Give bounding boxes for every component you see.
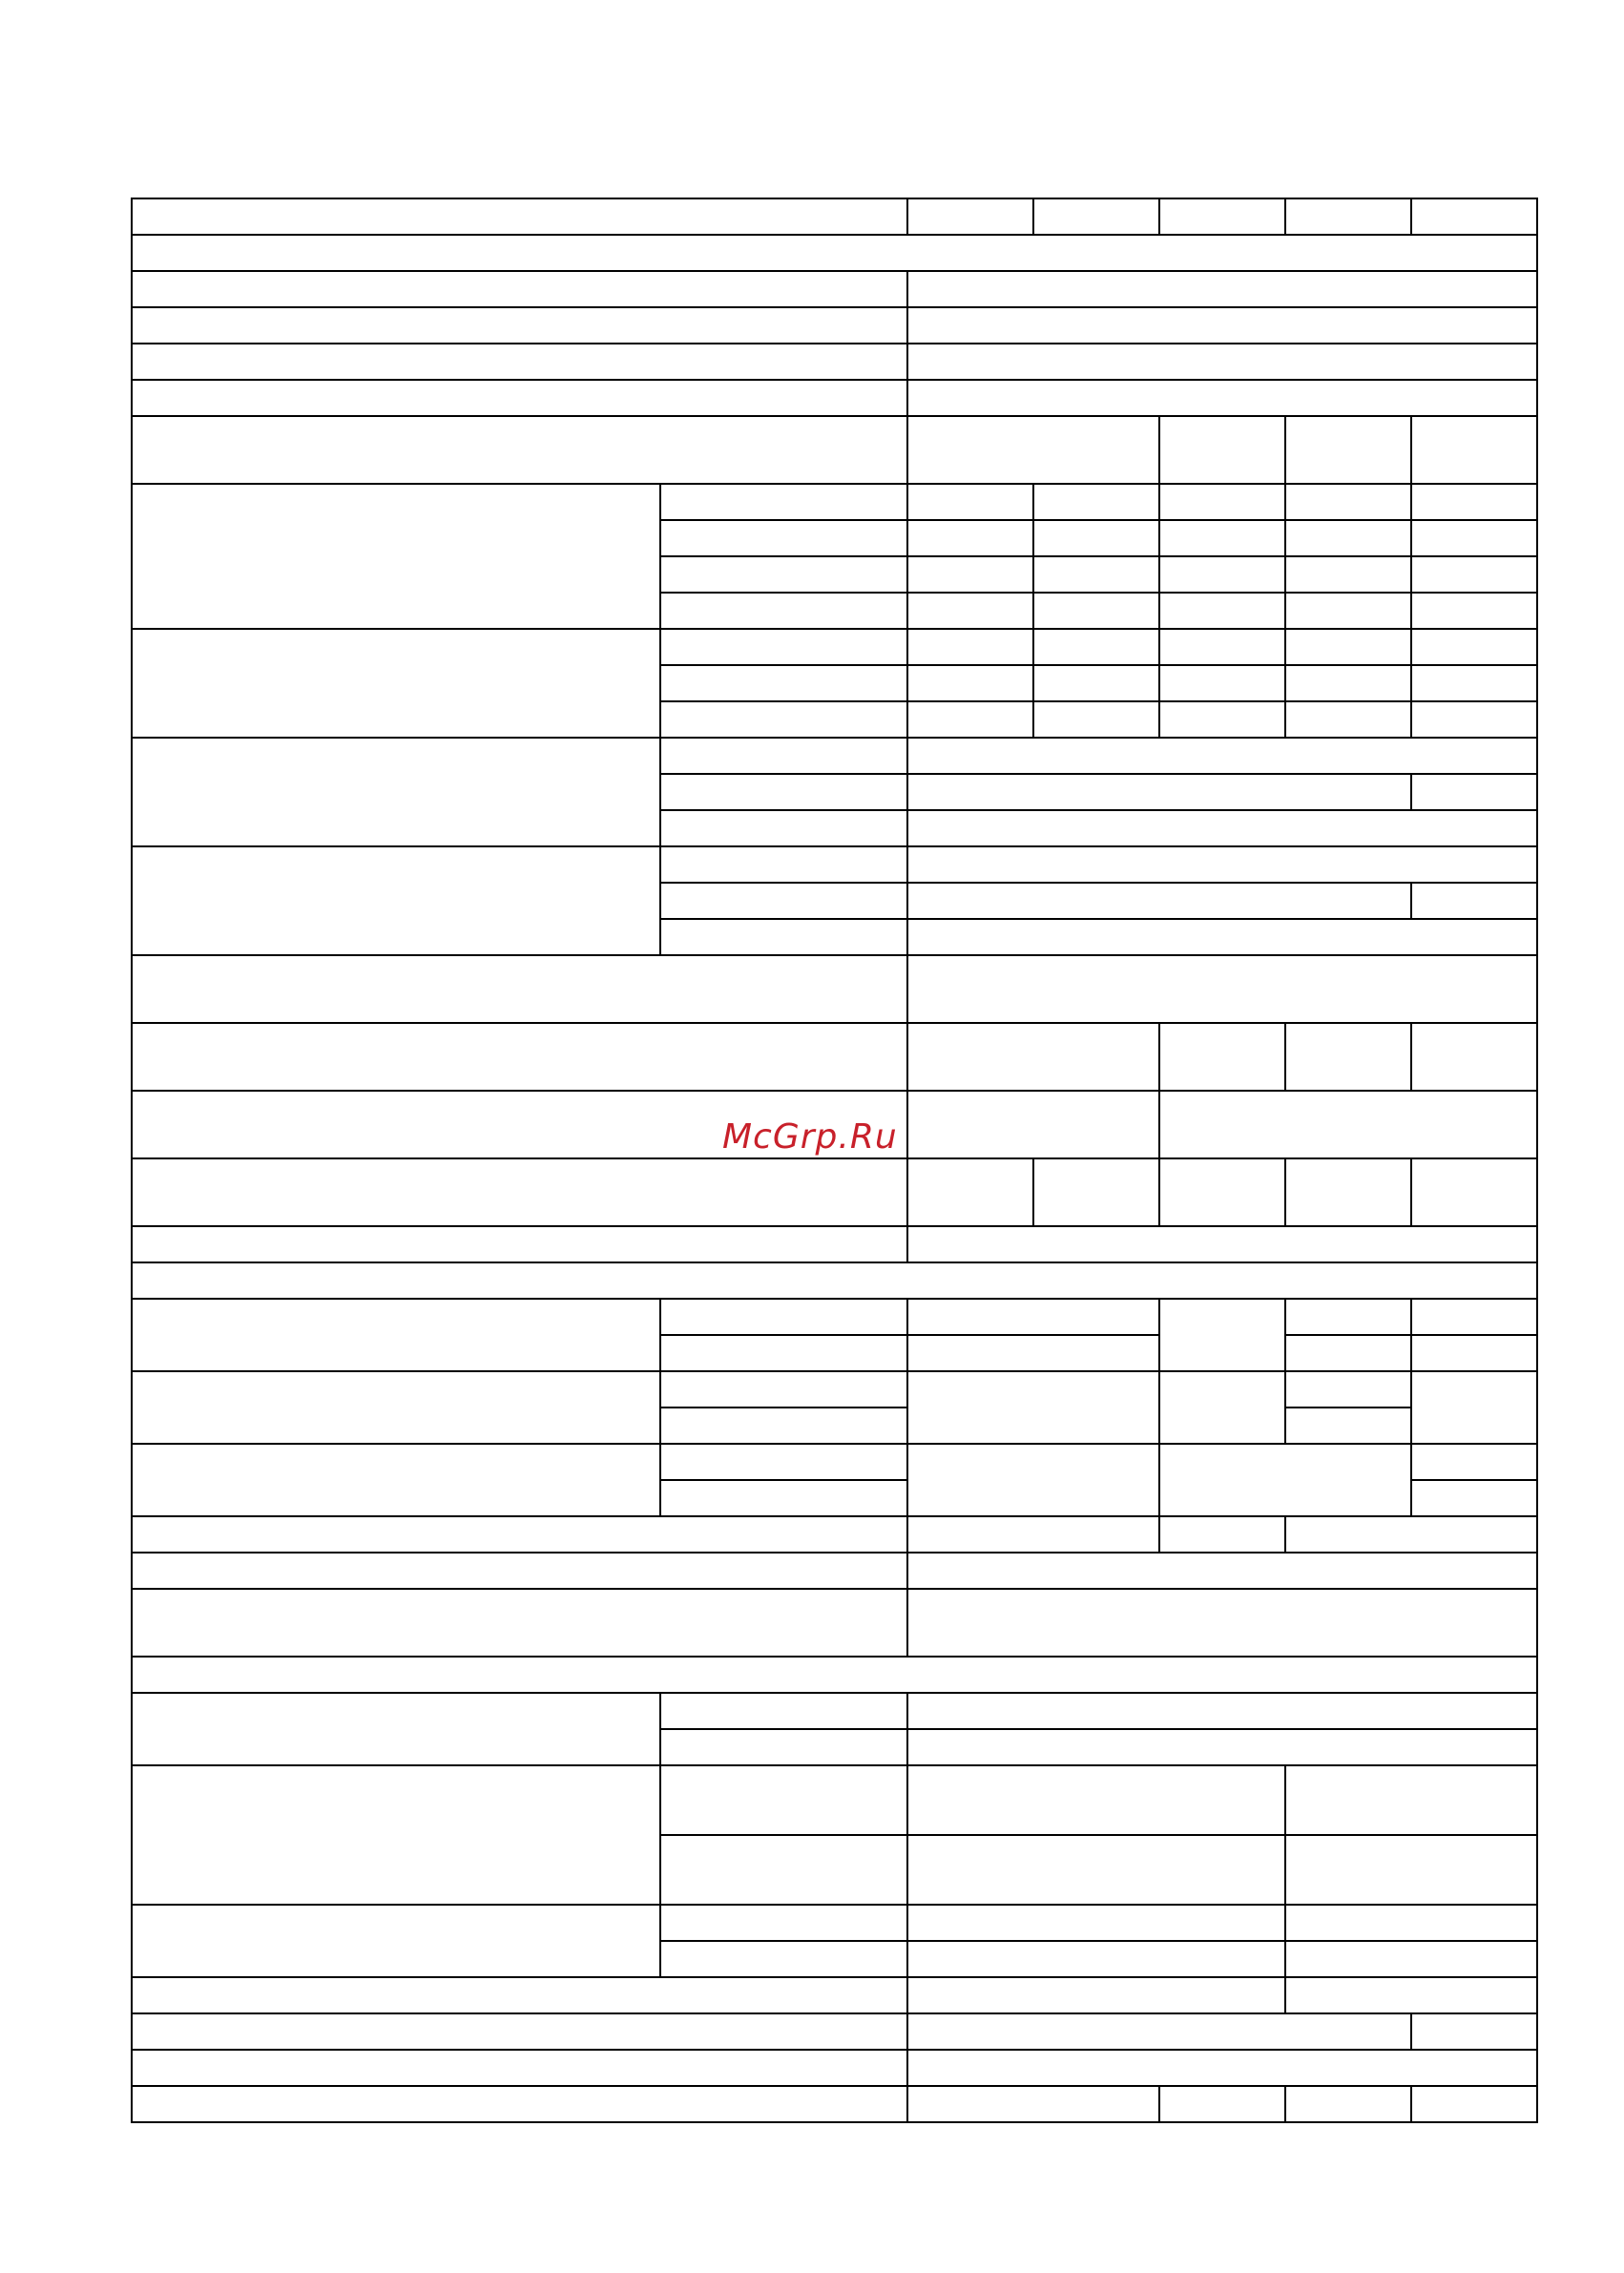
table-row xyxy=(132,380,1537,416)
table-cell xyxy=(1285,416,1411,484)
table-cell xyxy=(132,1905,660,1977)
table-cell xyxy=(907,2050,1537,2086)
table-row xyxy=(132,738,1537,774)
table-cell xyxy=(132,1765,660,1905)
table-cell xyxy=(660,846,907,883)
table-cell xyxy=(132,629,660,738)
table-cell xyxy=(1285,556,1411,593)
table-cell xyxy=(907,1835,1285,1905)
table-row xyxy=(132,1589,1537,1657)
table-row xyxy=(132,846,1537,883)
table-cell xyxy=(132,1693,660,1765)
table-cell xyxy=(1411,1335,1537,1371)
table-cell xyxy=(907,593,1033,629)
table-cell xyxy=(1159,1158,1285,1226)
table-cell xyxy=(907,738,1537,774)
table-cell xyxy=(132,1262,1537,1299)
table-row xyxy=(132,1977,1537,2013)
table-cell xyxy=(907,701,1033,738)
table-cell xyxy=(1159,1371,1285,1444)
table-cell xyxy=(132,1977,907,2013)
table-row xyxy=(132,1693,1537,1729)
table-cell xyxy=(907,1444,1159,1516)
table-cell xyxy=(660,1444,907,1480)
table-cell xyxy=(907,556,1033,593)
table-cell xyxy=(132,307,907,344)
table-cell xyxy=(1285,593,1411,629)
table-cell xyxy=(1033,520,1159,556)
table-cell xyxy=(1285,1335,1411,1371)
table-cell xyxy=(660,1941,907,1977)
table-cell xyxy=(1285,1299,1411,1335)
table-cell xyxy=(1411,198,1537,235)
table-cell xyxy=(1285,1371,1411,1408)
table-cell xyxy=(907,1589,1537,1657)
table-row xyxy=(132,955,1537,1023)
table-cell xyxy=(660,593,907,629)
table-row xyxy=(132,1299,1537,1335)
table-cell xyxy=(132,1023,907,1091)
table-cell xyxy=(1411,520,1537,556)
table-cell xyxy=(132,1226,907,1262)
table-cell xyxy=(1159,198,1285,235)
table-cell xyxy=(132,1657,1537,1693)
table-cell xyxy=(907,1553,1537,1589)
table-row xyxy=(132,484,1537,520)
table-cell xyxy=(1033,484,1159,520)
table-row xyxy=(132,1226,1537,1262)
table-cell xyxy=(660,810,907,846)
table-cell xyxy=(1159,1299,1285,1371)
section-row xyxy=(132,1262,1537,1299)
table-cell xyxy=(660,1480,907,1516)
table-cell xyxy=(1033,701,1159,738)
table-cell xyxy=(132,2086,907,2122)
table-cell xyxy=(660,883,907,919)
table-cell xyxy=(907,271,1537,307)
table-cell xyxy=(1159,556,1285,593)
table-cell xyxy=(1285,665,1411,701)
table-cell xyxy=(1159,484,1285,520)
table-row xyxy=(132,1371,1537,1408)
table-cell xyxy=(132,955,907,1023)
table-cell xyxy=(1411,1023,1537,1091)
table-cell xyxy=(660,484,907,520)
table-cell xyxy=(907,1977,1285,2013)
table-cell xyxy=(907,1091,1159,1158)
section-row xyxy=(132,1657,1537,1693)
table-cell xyxy=(132,1589,907,1657)
table-cell xyxy=(1285,520,1411,556)
table-cell xyxy=(907,198,1033,235)
table-cell xyxy=(1159,1516,1285,1553)
table-cell xyxy=(660,1299,907,1335)
table-cell xyxy=(132,380,907,416)
table-cell xyxy=(660,665,907,701)
table-cell xyxy=(907,484,1033,520)
table-cell xyxy=(132,2050,907,2086)
table-cell xyxy=(907,1371,1159,1444)
table-cell xyxy=(1411,883,1537,919)
table-cell xyxy=(660,1729,907,1765)
table-cell xyxy=(907,955,1537,1023)
table-cell xyxy=(1285,1158,1411,1226)
table-cell xyxy=(660,774,907,810)
table-row xyxy=(132,1765,1537,1835)
table-cell xyxy=(907,1729,1537,1765)
table-cell xyxy=(132,344,907,380)
table-cell xyxy=(1411,1480,1537,1516)
table-cell xyxy=(907,380,1537,416)
table-cell xyxy=(660,629,907,665)
table-cell xyxy=(907,846,1537,883)
table-cell xyxy=(1285,484,1411,520)
table-cell xyxy=(1285,1408,1411,1444)
table-cell xyxy=(907,665,1033,701)
table-cell xyxy=(1411,701,1537,738)
table-cell xyxy=(1285,1023,1411,1091)
table-cell xyxy=(1159,629,1285,665)
table-row xyxy=(132,198,1537,235)
table-cell xyxy=(907,810,1537,846)
table-cell xyxy=(1159,416,1285,484)
table-cell xyxy=(907,1226,1537,1262)
table-cell xyxy=(1411,416,1537,484)
table-cell xyxy=(907,416,1159,484)
specification-table xyxy=(131,198,1538,2123)
table-cell xyxy=(1411,556,1537,593)
table-cell xyxy=(907,1516,1159,1553)
table-cell xyxy=(132,198,907,235)
table-cell xyxy=(1285,2086,1411,2122)
table-cell xyxy=(1033,556,1159,593)
table-cell xyxy=(1285,1516,1537,1553)
table-cell xyxy=(907,883,1411,919)
table-cell xyxy=(1285,1765,1537,1835)
table-cell xyxy=(907,1299,1159,1335)
table-cell xyxy=(1285,1905,1537,1941)
table-cell xyxy=(1159,2086,1285,2122)
table-cell xyxy=(1159,665,1285,701)
table-cell xyxy=(660,738,907,774)
table-cell xyxy=(1159,1444,1411,1516)
table-cell xyxy=(1411,1158,1537,1226)
table-cell xyxy=(132,1444,660,1516)
table-cell xyxy=(660,1693,907,1729)
table-cell xyxy=(660,556,907,593)
table-cell xyxy=(1411,593,1537,629)
table-cell xyxy=(1285,1835,1537,1905)
table-cell xyxy=(907,629,1033,665)
table-cell xyxy=(907,344,1537,380)
table-cell xyxy=(1285,629,1411,665)
table-cell xyxy=(660,520,907,556)
table-cell xyxy=(907,774,1411,810)
table-row xyxy=(132,1444,1537,1480)
table-row xyxy=(132,1158,1537,1226)
table-cell xyxy=(1033,629,1159,665)
table-cell xyxy=(132,484,660,629)
table-cell xyxy=(1411,2086,1537,2122)
table-cell xyxy=(907,919,1537,955)
section-row xyxy=(132,235,1537,271)
table-cell xyxy=(907,2013,1411,2050)
table-cell xyxy=(660,1371,907,1408)
watermark-text: McGrp.Ru xyxy=(722,1117,898,1157)
table-cell xyxy=(660,701,907,738)
table-cell xyxy=(1411,1299,1537,1335)
table-cell xyxy=(1033,1158,1159,1226)
table-cell xyxy=(907,1335,1159,1371)
table-cell xyxy=(1159,1023,1285,1091)
table-cell xyxy=(1159,1091,1537,1158)
table-cell xyxy=(907,1693,1537,1729)
table-row xyxy=(132,344,1537,380)
table-cell xyxy=(1411,2013,1537,2050)
table-cell xyxy=(660,1408,907,1444)
table-row xyxy=(132,416,1537,484)
table-cell xyxy=(1033,198,1159,235)
table-row xyxy=(132,1023,1537,1091)
table-row xyxy=(132,2050,1537,2086)
table-cell xyxy=(132,1299,660,1371)
table-cell xyxy=(132,738,660,846)
table-row xyxy=(132,1516,1537,1553)
table-row xyxy=(132,307,1537,344)
table-cell xyxy=(1411,774,1537,810)
table-cell xyxy=(1285,1977,1537,2013)
table-cell xyxy=(907,307,1537,344)
table-cell xyxy=(1285,701,1411,738)
table-cell xyxy=(1285,1941,1537,1977)
table-cell xyxy=(132,1516,907,1553)
table-cell xyxy=(660,1765,907,1835)
table-cell xyxy=(1159,701,1285,738)
table-cell xyxy=(1411,1371,1537,1444)
table-cell xyxy=(1033,665,1159,701)
table-cell xyxy=(660,1835,907,1905)
table-cell xyxy=(907,1765,1285,1835)
table-cell xyxy=(660,1905,907,1941)
table-cell xyxy=(132,271,907,307)
table-row xyxy=(132,629,1537,665)
table-cell xyxy=(132,416,907,484)
table-cell xyxy=(907,2086,1159,2122)
table-cell xyxy=(660,1335,907,1371)
table-row xyxy=(132,2013,1537,2050)
table-cell xyxy=(907,1023,1159,1091)
table-row xyxy=(132,2086,1537,2122)
table-cell xyxy=(1411,629,1537,665)
table-row xyxy=(132,1553,1537,1589)
table-row xyxy=(132,271,1537,307)
table-row xyxy=(132,1905,1537,1941)
table-cell xyxy=(132,1158,907,1226)
table-cell xyxy=(907,1158,1033,1226)
table-cell xyxy=(907,1941,1285,1977)
table-cell xyxy=(1159,593,1285,629)
table-cell xyxy=(1159,520,1285,556)
table-cell xyxy=(132,235,1537,271)
table-cell xyxy=(132,846,660,955)
table-cell xyxy=(132,2013,907,2050)
table-cell xyxy=(660,919,907,955)
table-cell xyxy=(1411,484,1537,520)
table-cell xyxy=(1411,1444,1537,1480)
table-cell xyxy=(907,520,1033,556)
table-cell xyxy=(132,1371,660,1444)
table-cell xyxy=(907,1905,1285,1941)
table-cell xyxy=(132,1553,907,1589)
table-cell xyxy=(1033,593,1159,629)
table-cell xyxy=(1285,198,1411,235)
table-cell xyxy=(1411,665,1537,701)
